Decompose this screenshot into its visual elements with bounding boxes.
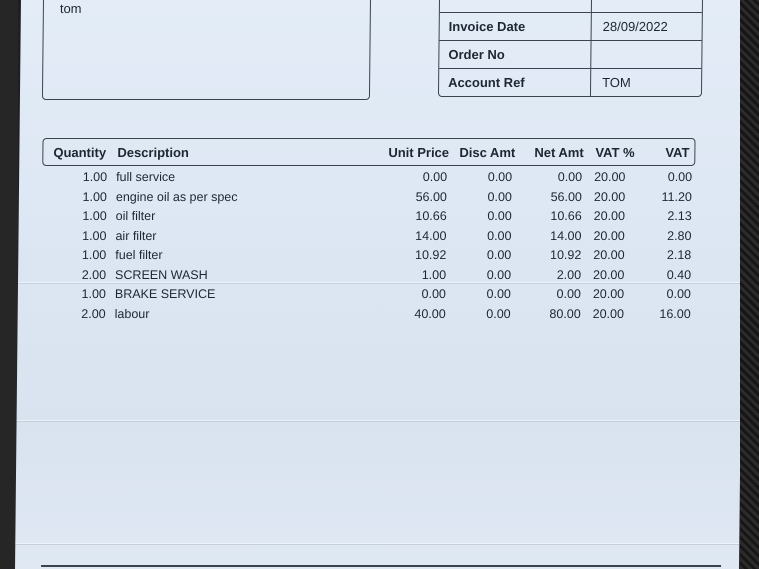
cell-quantity: 1.00 [81, 287, 106, 301]
cell-quantity: 1.00 [82, 189, 107, 204]
header-unit-price: Unit Price [388, 145, 450, 160]
invoice-paper [15, 0, 745, 569]
cell-vat: 2.80 [667, 228, 692, 243]
cell-unit-price: 10.66 [415, 209, 447, 223]
cell-net-amt: 56.00 [550, 189, 582, 204]
cell-unit-price: 1.00 [421, 267, 447, 282]
account-ref-row [439, 68, 701, 96]
table-row [41, 287, 692, 307]
cell-net-amt: 0.00 [557, 170, 583, 184]
order-no-label: Order No [439, 41, 591, 68]
invoice-info-value [592, 0, 702, 12]
cell-vat: 11.20 [661, 189, 692, 204]
header-disc-amt: Disc Amt [459, 145, 516, 160]
account-ref-value: TOM [602, 75, 631, 90]
order-no-row [439, 40, 701, 68]
invoice-info-table [438, 0, 703, 97]
cell-vat: 0.00 [666, 287, 691, 301]
cell-unit-price: 10.92 [414, 248, 447, 262]
table-row [42, 190, 693, 210]
cell-description: full service [116, 170, 176, 184]
cell-vat-pct: 20.00 [593, 209, 626, 223]
cell-description: fuel filter [115, 248, 163, 262]
cell-disc-amt: 0.00 [486, 287, 511, 301]
account-ref-label: Account Ref [439, 69, 591, 96]
items-table-body [41, 170, 694, 326]
cell-disc-amt: 0.00 [487, 209, 512, 223]
cell-description: BRAKE SERVICE [114, 287, 216, 301]
cell-description: oil filter [115, 209, 156, 223]
paper-fold [15, 543, 739, 544]
invoice-info-row [440, 0, 702, 12]
cell-vat-pct: 20.00 [593, 189, 626, 204]
cell-disc-amt: 0.00 [487, 189, 512, 204]
cell-quantity: 2.00 [81, 267, 107, 282]
cell-net-amt: 10.66 [550, 209, 582, 223]
cell-quantity: 1.00 [82, 170, 108, 184]
cell-vat: 2.18 [666, 248, 692, 262]
cell-net-amt: 0.00 [556, 287, 581, 301]
cell-vat-pct: 20.00 [592, 306, 625, 321]
cell-vat-pct: 20.00 [593, 248, 625, 262]
invoice-date-value: 28/09/2022 [602, 19, 668, 34]
cell-quantity: 1.00 [81, 248, 107, 262]
cell-vat: 0.00 [667, 170, 693, 184]
header-description: Description [117, 145, 189, 160]
header-vat-pct: VAT % [595, 145, 635, 160]
background-right [740, 0, 759, 569]
table-row [42, 209, 693, 229]
cell-disc-amt: 0.00 [486, 248, 512, 262]
header-net-amt: Net Amt [534, 145, 584, 160]
paper-fold [17, 420, 741, 421]
table-row [41, 268, 692, 288]
invoice-date-label: Invoice Date [440, 13, 592, 40]
cell-vat-pct: 20.00 [593, 228, 625, 243]
table-row [41, 248, 692, 268]
table-row [41, 307, 692, 327]
cell-vat: 2.13 [667, 209, 692, 223]
header-quantity: Quantity [53, 145, 107, 160]
footer-box-edge [41, 565, 721, 567]
cell-unit-price: 56.00 [415, 189, 447, 204]
cell-quantity: 1.00 [82, 209, 107, 223]
cell-vat-pct: 20.00 [592, 287, 625, 301]
cell-vat-pct: 20.00 [594, 170, 626, 184]
cell-net-amt: 10.92 [549, 248, 582, 262]
invoice-date-row [440, 12, 702, 40]
items-table-header [42, 138, 695, 166]
invoice-info-label [440, 0, 592, 12]
cell-unit-price: 0.00 [421, 287, 446, 301]
table-row [41, 229, 692, 249]
cell-unit-price: 0.00 [422, 170, 448, 184]
cell-quantity: 2.00 [81, 306, 106, 321]
cell-quantity: 1.00 [82, 228, 107, 243]
cell-vat: 16.00 [659, 306, 691, 321]
cell-disc-amt: 0.00 [486, 306, 511, 321]
cell-description: labour [114, 306, 150, 321]
cell-unit-price: 40.00 [414, 306, 446, 321]
cell-unit-price: 14.00 [415, 228, 447, 243]
customer-name: tom [59, 1, 82, 16]
header-vat: VAT [665, 145, 690, 160]
cell-disc-amt: 0.00 [486, 267, 512, 282]
customer-address-box [42, 0, 371, 100]
cell-net-amt: 80.00 [549, 306, 581, 321]
cell-description: engine oil as per spec [115, 189, 238, 204]
order-no-value [591, 41, 701, 68]
cell-description: SCREEN WASH [115, 267, 208, 282]
cell-vat: 0.40 [666, 267, 692, 282]
cell-description: air filter [115, 228, 157, 243]
cell-net-amt: 2.00 [556, 267, 582, 282]
cell-vat-pct: 20.00 [593, 267, 625, 282]
cell-disc-amt: 0.00 [487, 228, 512, 243]
cell-disc-amt: 0.00 [487, 170, 513, 184]
cell-net-amt: 14.00 [550, 228, 582, 243]
table-row [42, 170, 693, 190]
